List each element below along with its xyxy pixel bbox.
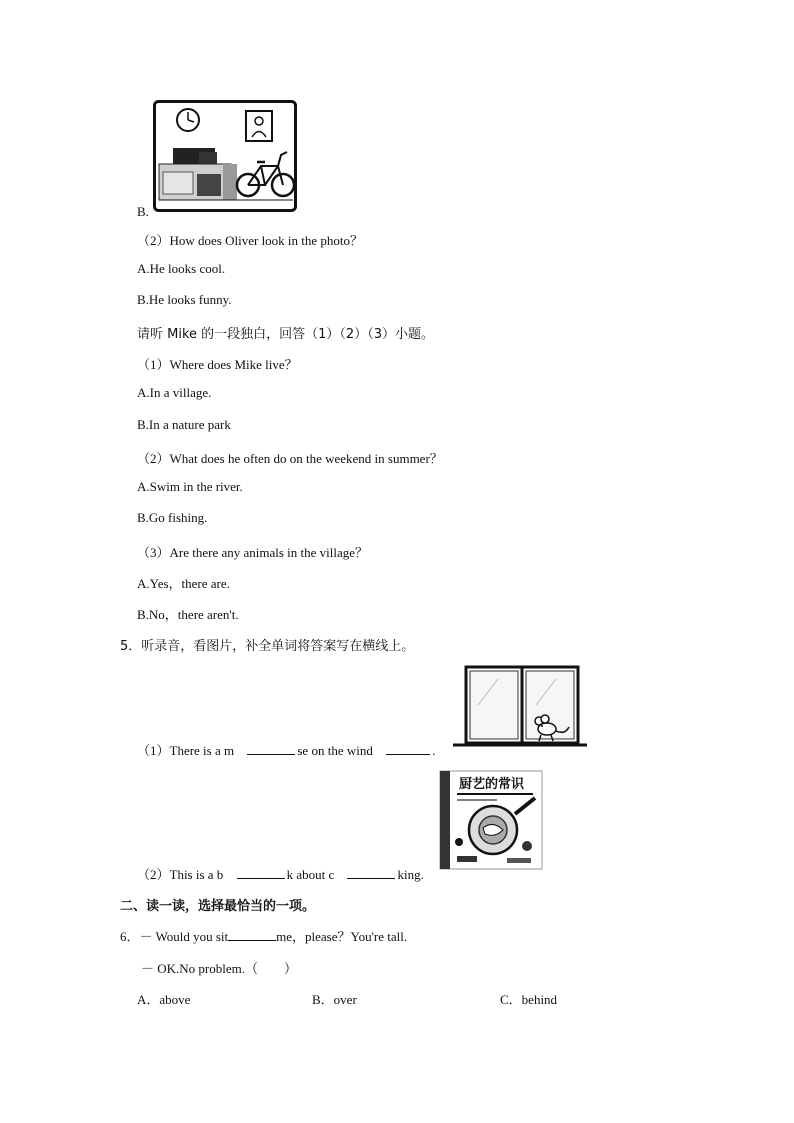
option-a: A.He looks cool.	[137, 261, 226, 276]
answer-blank-1[interactable]	[247, 742, 295, 755]
question-animals-village: （3）Are there any animals in the village？	[137, 545, 369, 560]
q6-line1: 6．－ Would you sit me，please？You're tall.	[120, 929, 408, 944]
question-mike-live: （1）Where does Mike live？	[137, 357, 298, 372]
option-b: B.In a nature park	[137, 417, 231, 432]
option-a: A.Swim in the river.	[137, 479, 243, 494]
monologue-instruction: 请听 Mike 的一段独白，回答（1）（2）（3）小题。	[137, 327, 434, 342]
q6-option-c[interactable]: C．behind	[500, 992, 558, 1007]
q5-title: 5．听录音，看图片，补全单词将答案写在横线上。	[120, 639, 415, 654]
section2-title: 二、读一读，选择最恰当的一项。	[120, 899, 316, 914]
question-oliver-look: （2）How does Oliver look in the photo？	[137, 233, 364, 248]
answer-blank-2[interactable]	[386, 742, 430, 755]
q6-option-a[interactable]: A．above	[137, 992, 191, 1007]
question-weekend-summer: （2）What does he often do on the weekend in summer？	[137, 451, 443, 466]
q6-option-b[interactable]: B．over	[312, 992, 357, 1007]
q6-line2: － OK.No problem.（ ）	[141, 961, 297, 976]
option-b: B.He looks funny.	[137, 292, 232, 307]
answer-blank-4[interactable]	[347, 866, 395, 879]
option-b: B.Go fishing.	[137, 510, 208, 525]
window-mouse-image	[453, 665, 587, 749]
q5-item1: （1）There is a m se on the wind .	[137, 743, 436, 758]
option-b: B.No，there aren't.	[137, 607, 239, 622]
option-b-label: B.	[137, 204, 149, 219]
option-a: A.Yes，there are.	[137, 576, 230, 591]
cookbook-image	[437, 768, 545, 872]
option-a: A.In a village.	[137, 385, 212, 400]
q5-item2: （2）This is a b k about c king.	[137, 867, 424, 882]
room-bicycle-image	[153, 100, 297, 212]
answer-blank-q6[interactable]	[228, 928, 276, 941]
answer-blank-3[interactable]	[237, 866, 285, 879]
book-cover-title: 厨艺的常识	[459, 777, 525, 792]
